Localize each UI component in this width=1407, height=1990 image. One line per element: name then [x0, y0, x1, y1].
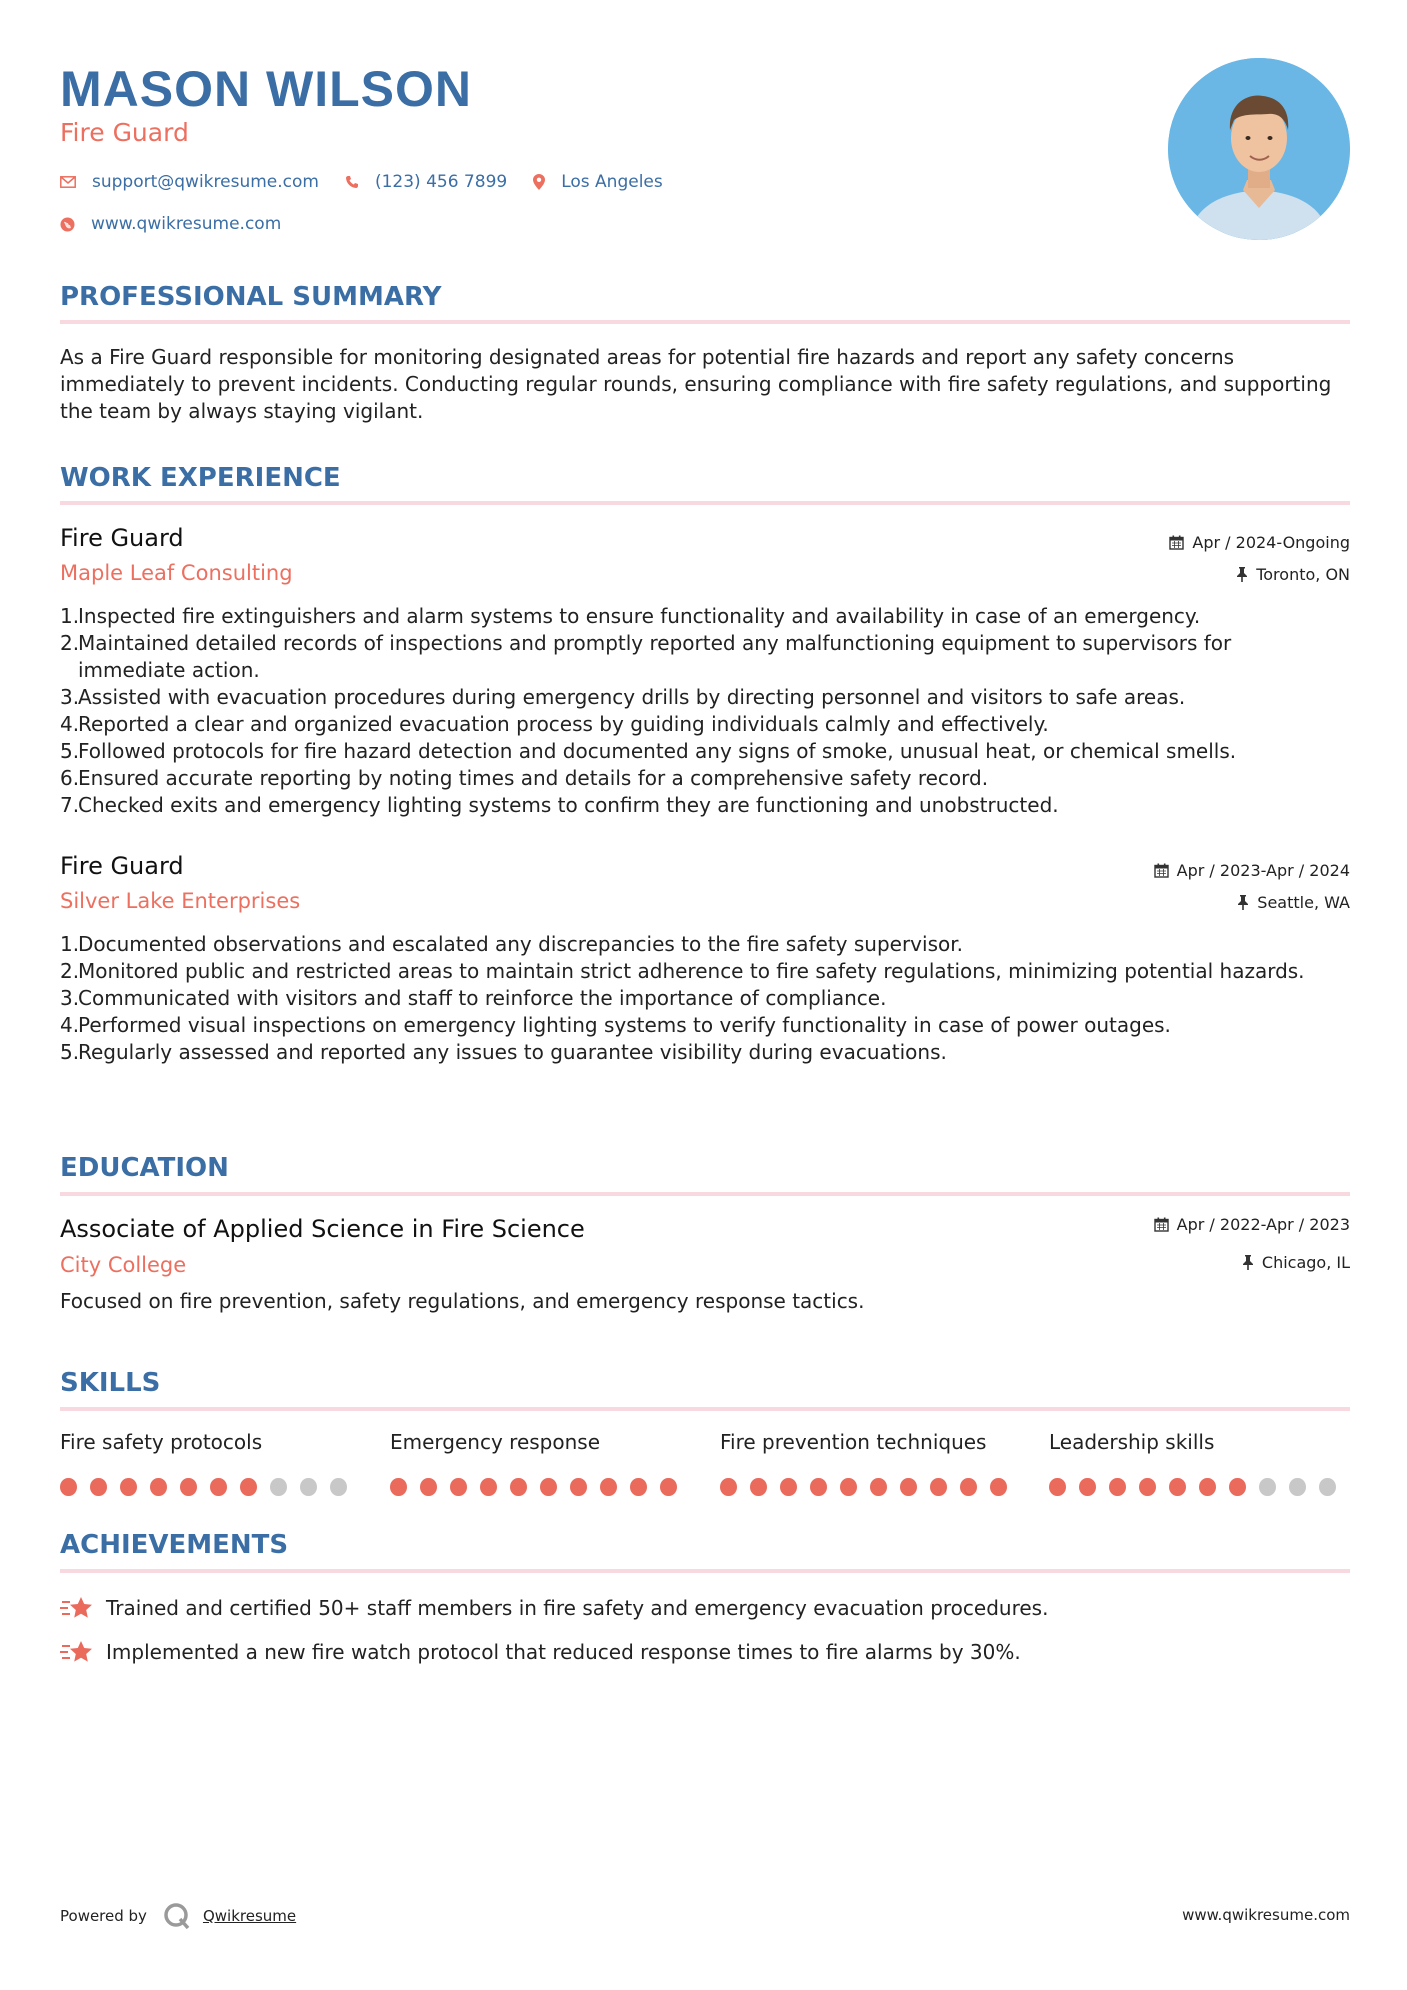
section-divider [60, 1407, 1350, 1411]
achievements-heading: ACHIEVEMENTS [60, 1530, 289, 1560]
rating-dot-filled [420, 1478, 437, 1496]
calendar-icon [1169, 535, 1184, 550]
job-responsibilities [60, 603, 1320, 819]
rating-dot-filled [660, 1478, 677, 1496]
list-item: Ensured accurate reporting by noting times and details for a comprehensive safety record. [78, 766, 989, 790]
qwikresume-logo-icon [163, 1902, 191, 1930]
rating-dot-filled [930, 1478, 947, 1496]
list-item: Assisted with evacuation procedures during emergency drills by directing personnel and visitors to safe areas. [78, 685, 1186, 709]
job-location [1237, 893, 1350, 912]
skill-item [60, 1430, 360, 1496]
rating-dot-filled [1079, 1478, 1096, 1496]
rating-dot-filled [180, 1478, 197, 1496]
footer-branding [60, 1902, 296, 1930]
section-divider [60, 501, 1350, 505]
education-location [1242, 1253, 1350, 1272]
rating-dot-filled [1229, 1478, 1246, 1496]
website-text: www.qwikresume.com [91, 214, 282, 234]
list-item: Monitored public and restricted areas to maintain strict adherence to fire safety regulations, minimizing potential hazards. [78, 959, 1305, 983]
skill-rating [390, 1478, 690, 1496]
list-item: Reported a clear and organized evacuation process by guiding individuals calmly and effectively. [78, 712, 1049, 736]
job-dates [1154, 861, 1350, 880]
section-divider [60, 1192, 1350, 1196]
job-title: Fire Guard [60, 852, 184, 880]
candidate-name: MASON WILSON [60, 61, 472, 117]
rating-dot-filled [510, 1478, 527, 1496]
rating-dot-empty [300, 1478, 317, 1496]
rating-dot-empty [330, 1478, 347, 1496]
skill-name: Fire prevention techniques [720, 1430, 987, 1454]
mail-icon [60, 176, 76, 188]
rating-dot-filled [810, 1478, 827, 1496]
location-pin-icon [533, 174, 545, 190]
rating-dot-empty [270, 1478, 287, 1496]
rating-dot-filled [390, 1478, 407, 1496]
contact-website[interactable] [60, 214, 281, 234]
achievement-item [60, 1594, 1048, 1622]
skills-heading: SKILLS [60, 1368, 161, 1398]
list-item: Maintained detailed records of inspections and promptly reported any malfunctioning equipment to supervisors for immediate action. [78, 631, 1232, 682]
phone-text: (123) 456 7899 [374, 172, 508, 192]
list-item: Inspected fire extinguishers and alarm systems to ensure functionality and availability in case of an emergency. [78, 604, 1201, 628]
rating-dot-filled [990, 1478, 1007, 1496]
achievement-text: Implemented a new fire watch protocol that reduced response times to fire alarms by 30%. [106, 1640, 1021, 1664]
achievement-text: Trained and certified 50+ staff members in fire safety and emergency evacuation procedures. [106, 1596, 1049, 1620]
location-text: Seattle, WA [1257, 893, 1350, 912]
star-icon [60, 1638, 94, 1666]
experience-heading: WORK EXPERIENCE [60, 463, 341, 493]
globe-icon [60, 217, 75, 232]
rating-dot-filled [150, 1478, 167, 1496]
achievement-item [60, 1638, 1021, 1666]
powered-by-label: Powered by [60, 1907, 147, 1925]
list-item: Documented observations and escalated any discrepancies to the fire safety supervisor. [78, 932, 963, 956]
list-item: Regularly assessed and reported any issues to guarantee visibility during evacuations. [78, 1040, 947, 1064]
rating-dot-filled [630, 1478, 647, 1496]
rating-dot-filled [1049, 1478, 1066, 1496]
list-item: Communicated with visitors and staff to reinforce the importance of compliance. [78, 986, 887, 1010]
rating-dot-empty [1259, 1478, 1276, 1496]
education-heading: EDUCATION [60, 1153, 229, 1183]
rating-dot-filled [1199, 1478, 1216, 1496]
summary-text: As a Fire Guard responsible for monitoring designated areas for potential fire hazards and report any safety concerns immediately to prevent incidents. Conducting regular rounds, ensuring compliance with fire safety regulations, and supporting the team by always staying vigilant. [60, 345, 1332, 423]
skill-item [720, 1430, 1020, 1496]
profile-photo [1168, 58, 1350, 240]
skill-rating [1049, 1478, 1349, 1496]
skill-name: Leadership skills [1049, 1430, 1215, 1454]
rating-dot-filled [900, 1478, 917, 1496]
rating-dot-filled [480, 1478, 497, 1496]
rating-dot-filled [600, 1478, 617, 1496]
pushpin-icon [1237, 895, 1249, 910]
company-name: Maple Leaf Consulting [60, 561, 293, 585]
footer-website[interactable]: www.qwikresume.com [1182, 1906, 1350, 1924]
job-responsibilities [60, 931, 1320, 1066]
rating-dot-filled [1139, 1478, 1156, 1496]
rating-dot-filled [1109, 1478, 1126, 1496]
education-description: Focused on fire prevention, safety regulations, and emergency response tactics. [60, 1289, 865, 1313]
rating-dot-filled [870, 1478, 887, 1496]
skill-name: Emergency response [390, 1430, 600, 1454]
contact-row-web [60, 214, 307, 234]
degree-title: Associate of Applied Science in Fire Science [60, 1215, 585, 1243]
section-divider [60, 320, 1350, 324]
skill-item [390, 1430, 690, 1496]
job-title: Fire Guard [60, 524, 184, 552]
calendar-icon [1154, 863, 1169, 878]
rating-dot-filled [720, 1478, 737, 1496]
dates-text: Apr / 2024-Ongoing [1192, 533, 1350, 552]
rating-dot-empty [1319, 1478, 1336, 1496]
list-item: Followed protocols for fire hazard detection and documented any signs of smoke, unusual heat, or chemical smells. [78, 739, 1237, 763]
email-text: support@qwikresume.com [92, 172, 319, 192]
education-dates [1154, 1215, 1350, 1234]
rating-dot-filled [450, 1478, 467, 1496]
rating-dot-filled [240, 1478, 257, 1496]
summary-heading: PROFESSIONAL SUMMARY [60, 282, 442, 312]
job-location [1236, 565, 1350, 584]
school-name: City College [60, 1253, 187, 1277]
candidate-role: Fire Guard [60, 118, 189, 147]
rating-dot-filled [210, 1478, 227, 1496]
dates-text: Apr / 2022-Apr / 2023 [1176, 1215, 1350, 1234]
dates-text: Apr / 2023-Apr / 2024 [1176, 861, 1350, 880]
calendar-icon [1154, 1217, 1169, 1232]
phone-icon [345, 175, 359, 189]
rating-dot-filled [750, 1478, 767, 1496]
skill-name: Fire safety protocols [60, 1430, 263, 1454]
rating-dot-filled [540, 1478, 557, 1496]
rating-dot-filled [1169, 1478, 1186, 1496]
skill-rating [60, 1478, 360, 1496]
rating-dot-filled [570, 1478, 587, 1496]
list-item: Checked exits and emergency lighting systems to confirm they are functioning and unobstructed. [78, 793, 1059, 817]
pushpin-icon [1236, 567, 1248, 582]
contact-phone [345, 172, 507, 192]
rating-dot-filled [840, 1478, 857, 1496]
skill-rating [720, 1478, 1020, 1496]
pushpin-icon [1242, 1255, 1254, 1270]
contact-location [533, 172, 663, 192]
company-name: Silver Lake Enterprises [60, 889, 301, 913]
avatar [1168, 58, 1350, 240]
brand-link[interactable]: Qwikresume [202, 1907, 297, 1925]
rating-dot-filled [780, 1478, 797, 1496]
contact-row [60, 172, 689, 192]
rating-dot-filled [60, 1478, 77, 1496]
location-text: Chicago, IL [1261, 1253, 1350, 1272]
location-text: Los Angeles [561, 172, 663, 192]
contact-email[interactable] [60, 172, 319, 192]
list-item: Performed visual inspections on emergency lighting systems to verify functionality in case of power outages. [78, 1013, 1171, 1037]
rating-dot-filled [90, 1478, 107, 1496]
rating-dot-empty [1289, 1478, 1306, 1496]
location-text: Toronto, ON [1256, 565, 1350, 584]
job-dates [1169, 533, 1350, 552]
rating-dot-filled [960, 1478, 977, 1496]
section-divider [60, 1569, 1350, 1573]
rating-dot-filled [120, 1478, 137, 1496]
star-icon [60, 1594, 94, 1622]
skill-item [1049, 1430, 1349, 1496]
